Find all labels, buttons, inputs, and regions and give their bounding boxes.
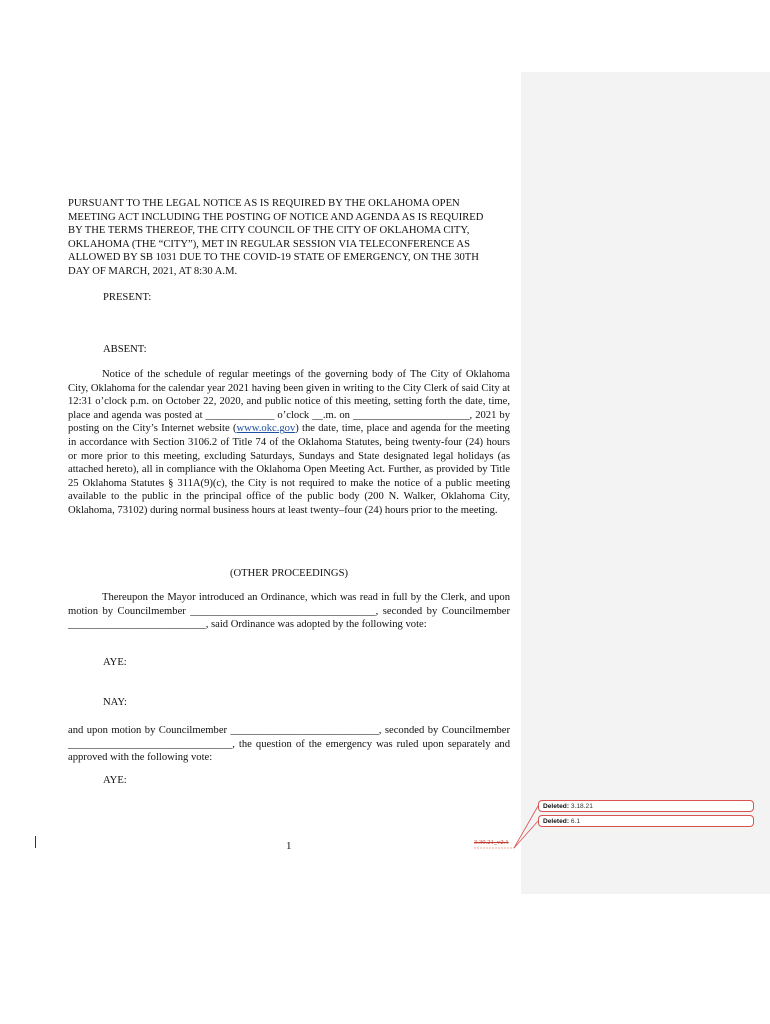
intro-line: OKLAHOMA (THE “CITY”), MET IN REGULAR SESSION VIA TELECONFERENCE AS bbox=[68, 238, 470, 250]
absent-label: ABSENT: bbox=[103, 344, 147, 355]
nay-label: NAY: bbox=[103, 697, 127, 708]
notice-text: Notice of the schedule of regular meetings of the governing body of The City of Oklahoma City, Oklahoma for the calendar year 2021 having been given in writing to the City Clerk of said City at 12:31 o’clock p.m. on October 22, 2020, and public notice of this meeting, setting forth the date, time, place and agenda was posted at _____________ o’clock __.m. on ______________________, 2021 by posting on the City’s Internet website ( bbox=[68, 369, 510, 435]
deleted-comment-balloon[interactable] bbox=[538, 800, 754, 812]
comment-label: Deleted: bbox=[543, 803, 570, 810]
present-label: PRESENT: bbox=[103, 292, 152, 303]
comment-pane bbox=[521, 72, 770, 894]
intro-line: ALLOWED BY SB 1031 DUE TO THE COVID-19 STATE OF EMERGENCY, ON THE 30TH bbox=[68, 252, 479, 264]
deleted-comment-balloon[interactable] bbox=[538, 815, 754, 827]
emergency-paragraph: and upon motion by Councilmember ____________________________, seconded by Councilmember _______________________________, the question of the emergency was ruled upon separately and approved with the following vote: bbox=[68, 725, 510, 764]
ordinance-paragraph: Thereupon the Mayor introduced an Ordinance, which was read in full by the Clerk, and upon motion by Councilmember ___________________________________, seconded by Councilmember __________________________, said Ordinance was adopted by the following vote: bbox=[68, 592, 510, 631]
intro-line: MEETING ACT INCLUDING THE POSTING OF NOTICE AND AGENDA AS IS REQUIRED bbox=[68, 211, 484, 223]
notice-paragraph bbox=[68, 368, 510, 518]
intro-paragraph bbox=[68, 197, 510, 279]
comment-value: 6.1 bbox=[570, 818, 581, 825]
change-bar bbox=[35, 836, 36, 848]
aye-label: AYE: bbox=[103, 775, 127, 786]
section-heading: (OTHER PROCEEDINGS) bbox=[229, 568, 348, 579]
website-link[interactable]: www.okc.gov bbox=[236, 423, 296, 435]
intro-line: PURSUANT TO THE LEGAL NOTICE AS IS REQUIRED BY THE OKLAHOMA OPEN bbox=[68, 198, 460, 209]
comment-value: 3.18.21 bbox=[570, 803, 593, 810]
notice-text: ) the date, time, place and agenda for the meeting in accordance with Section 3106.2 of Title 74 of the Oklahoma Statutes, being twenty-four (24) hours or more prior to this meeting, excluding Saturdays, Sundays and State designated legal holidays (as attached hereto), all in compliance with the Oklahoma Open Meeting Act. Further, as provided by Title 25 Oklahoma Statutes § 311A(9)(c), the City is not required to make the notice of a public meeting available to the public in the principal office of the public body (200 N. Walker, Oklahoma City, Oklahoma, 73102) during normal business hours at least twenty–four (24) hours prior to the meeting. bbox=[68, 423, 510, 516]
aye-label: AYE: bbox=[103, 657, 127, 668]
intro-line: BY THE TERMS THEREOF, THE CITY COUNCIL OF THE CITY OF OKLAHOMA CITY, bbox=[68, 225, 470, 237]
page-number: 1 bbox=[286, 840, 292, 852]
footer-revision-mark[interactable]: 3.30.21_v2.1 bbox=[474, 839, 509, 846]
intro-line: DAY OF MARCH, 2021, AT 8:30 A.M. bbox=[68, 265, 238, 277]
comment-label: Deleted: bbox=[543, 818, 570, 825]
